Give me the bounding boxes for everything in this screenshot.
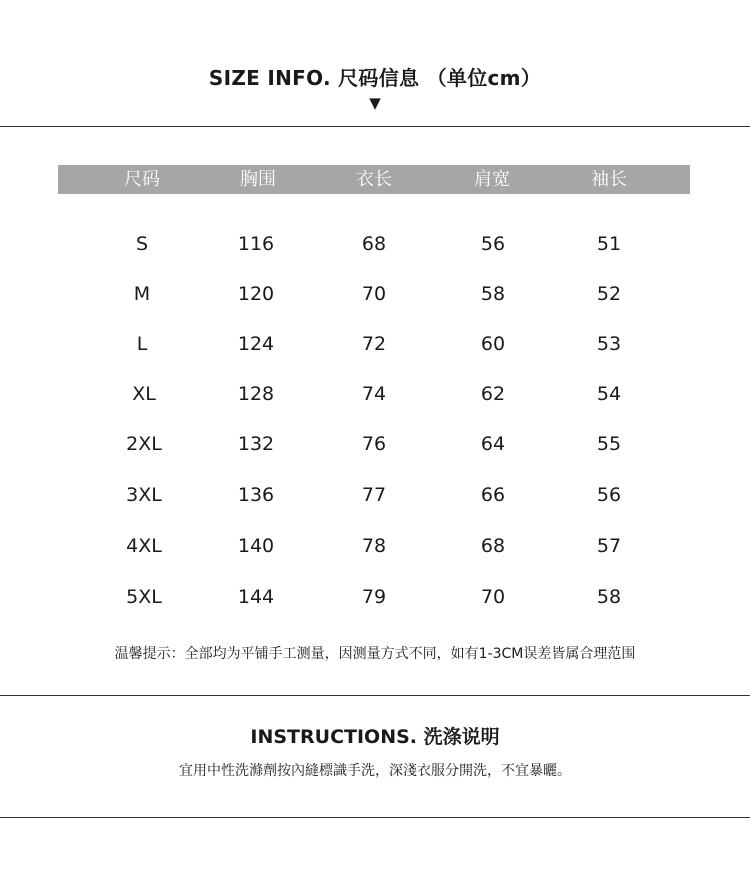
table-row <box>0 379 750 409</box>
divider-bottom <box>0 817 750 818</box>
column-header-shoulder: 肩宽 <box>474 169 510 190</box>
table-cell: 120 <box>237 283 275 305</box>
table-cell: 79 <box>361 586 387 608</box>
column-header-size: 尺码 <box>124 169 160 190</box>
table-cell: S <box>135 233 149 255</box>
table-cell: 74 <box>361 383 387 405</box>
column-header-length: 衣长 <box>356 169 392 190</box>
size-table-header <box>58 165 690 194</box>
table-cell: 72 <box>361 333 387 355</box>
table-cell: 132 <box>237 433 275 455</box>
table-cell: 60 <box>480 333 506 355</box>
table-cell: 68 <box>480 535 506 557</box>
table-cell: 78 <box>361 535 387 557</box>
table-cell: 3XL <box>126 484 162 506</box>
table-cell: 55 <box>596 433 622 455</box>
table-cell: 56 <box>480 233 506 255</box>
table-cell: 76 <box>361 433 387 455</box>
table-cell: 64 <box>480 433 506 455</box>
down-arrow-icon: ▼ <box>369 94 381 112</box>
table-row <box>0 429 750 459</box>
table-row <box>0 229 750 259</box>
table-cell: 58 <box>480 283 506 305</box>
table-cell: 5XL <box>126 586 162 608</box>
table-cell: 140 <box>237 535 275 557</box>
table-cell: 116 <box>237 233 275 255</box>
table-cell: 4XL <box>126 535 162 557</box>
table-cell: XL <box>132 383 156 405</box>
table-row <box>0 480 750 510</box>
table-cell: 52 <box>596 283 622 305</box>
page-title: SIZE INFO. 尺码信息 （单位cm） <box>208 66 542 90</box>
table-row <box>0 531 750 561</box>
table-cell: 56 <box>596 484 622 506</box>
table-row <box>0 582 750 612</box>
table-cell: 77 <box>361 484 387 506</box>
instructions-text: 宜用中性洗滌劑按內縫標識手洗，深淺衣服分開洗，不宜暴曬。 <box>179 763 571 779</box>
table-cell: 68 <box>361 233 387 255</box>
table-cell: 62 <box>480 383 506 405</box>
table-cell: 70 <box>361 283 387 305</box>
table-cell: 128 <box>237 383 275 405</box>
table-cell: L <box>136 333 148 355</box>
table-cell: 54 <box>596 383 622 405</box>
column-header-chest: 胸围 <box>240 169 276 190</box>
table-row <box>0 279 750 309</box>
table-cell: 53 <box>596 333 622 355</box>
table-cell: 57 <box>596 535 622 557</box>
measurement-note: 温馨提示：全部均为平铺手工测量，因测量方式不同，如有1-3CM误差皆属合理范围 <box>114 646 636 662</box>
instructions-title: INSTRUCTIONS. 洗涤说明 <box>250 726 500 748</box>
table-cell: 70 <box>480 586 506 608</box>
divider-middle <box>0 695 750 696</box>
table-cell: 66 <box>480 484 506 506</box>
table-cell: 136 <box>237 484 275 506</box>
table-cell: 58 <box>596 586 622 608</box>
table-cell: 51 <box>596 233 622 255</box>
table-cell: 144 <box>237 586 275 608</box>
table-row <box>0 329 750 359</box>
table-cell: M <box>133 283 151 305</box>
table-cell: 2XL <box>126 433 162 455</box>
divider-top <box>0 126 750 127</box>
table-cell: 124 <box>237 333 275 355</box>
column-header-sleeve: 袖长 <box>591 169 627 190</box>
